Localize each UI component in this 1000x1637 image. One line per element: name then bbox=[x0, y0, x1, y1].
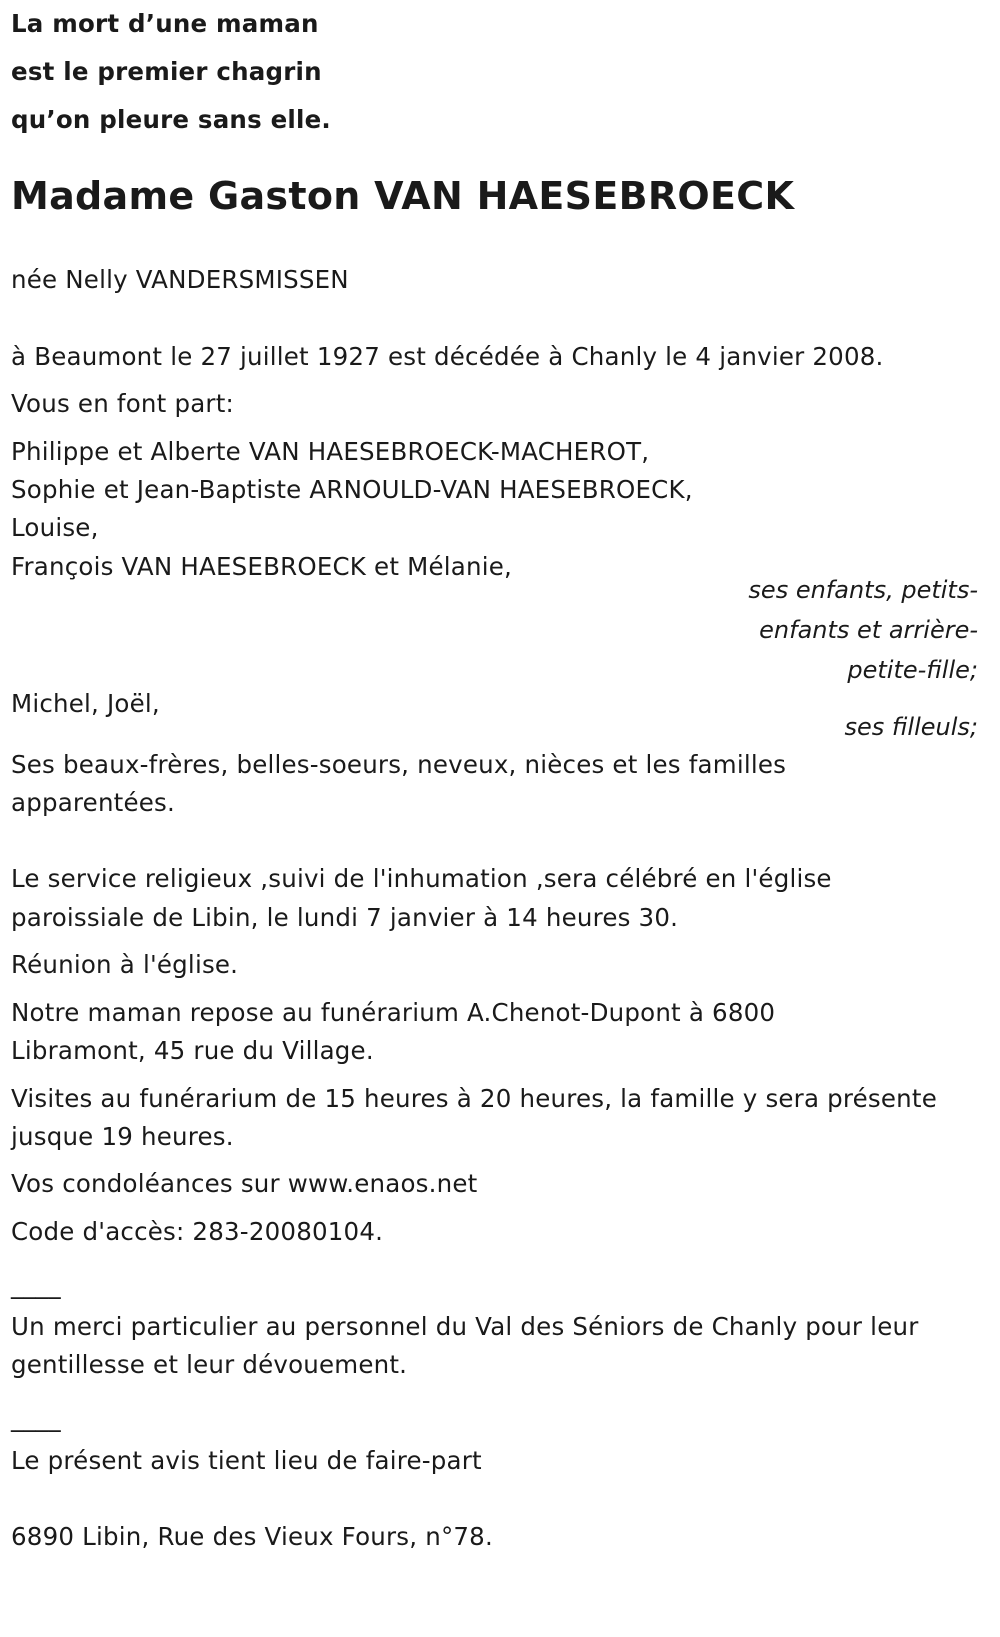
poem-line-1: La mort d’une maman bbox=[11, 9, 319, 38]
thanks-line-2: gentillesse et leur dévouement. bbox=[11, 1350, 408, 1379]
reunion-line: Réunion à l'église. bbox=[11, 950, 239, 979]
service-line-2: paroissiale de Libin, le lundi 7 janvier à 14 heures 30. bbox=[11, 903, 679, 932]
separator-1: ____ bbox=[11, 1270, 61, 1299]
visits-line-1: Visites au funérarium de 15 heures à 20 heures, la famille y sera présente bbox=[11, 1084, 937, 1113]
relatives-line-2: apparentées. bbox=[11, 788, 175, 817]
maiden-name: née Nelly VANDERSMISSEN bbox=[11, 265, 349, 294]
godchildren-names: Michel, Joël, bbox=[11, 689, 160, 718]
announcers-intro: Vous en font part: bbox=[11, 389, 234, 418]
family-line-3: Louise, bbox=[11, 513, 99, 542]
thanks-line-1: Un merci particulier au personnel du Val des Séniors de Chanly pour leur bbox=[11, 1312, 919, 1341]
visits-line-2: jusque 19 heures. bbox=[11, 1122, 234, 1151]
birth-death-line: à Beaumont le 27 juillet 1927 est décédée à Chanly le 4 janvier 2008. bbox=[11, 342, 884, 371]
family-line-1: Philippe et Alberte VAN HAESEBROECK-MACHEROT, bbox=[11, 437, 650, 466]
address-line: 6890 Libin, Rue des Vieux Fours, n°78. bbox=[11, 1522, 493, 1551]
funerarium-line-1: Notre maman repose au funérarium A.Chenot-Dupont à 6800 bbox=[11, 998, 776, 1027]
relatives-line-1: Ses beaux-frères, belles-soeurs, neveux, nièces et les familles bbox=[11, 750, 787, 779]
service-line-1: Le service religieux ,suivi de l'inhumation ,sera célébré en l'église bbox=[11, 864, 832, 893]
separator-2: ____ bbox=[11, 1403, 61, 1432]
access-code-line: Code d'accès: 283-20080104. bbox=[11, 1217, 384, 1246]
family-line-2: Sophie et Jean-Baptiste ARNOULD-VAN HAESEBROECK, bbox=[11, 475, 693, 504]
family-relation: ses enfants, petits-enfants et arrière-petite-fille; bbox=[748, 576, 978, 684]
faire-part-line: Le présent avis tient lieu de faire-part bbox=[11, 1446, 482, 1475]
family-line-4: François VAN HAESEBROECK et Mélanie, bbox=[11, 552, 512, 581]
godchildren-relation: ses filleuls; bbox=[844, 713, 978, 741]
funerarium-line-2: Libramont, 45 rue du Village. bbox=[11, 1036, 374, 1065]
poem-line-2: est le premier chagrin bbox=[11, 57, 322, 86]
deceased-name-title: Madame Gaston VAN HAESEBROECK bbox=[11, 174, 795, 218]
poem-line-3: qu’on pleure sans elle. bbox=[11, 105, 331, 134]
condolences-line: Vos condoléances sur www.enaos.net bbox=[11, 1169, 478, 1198]
